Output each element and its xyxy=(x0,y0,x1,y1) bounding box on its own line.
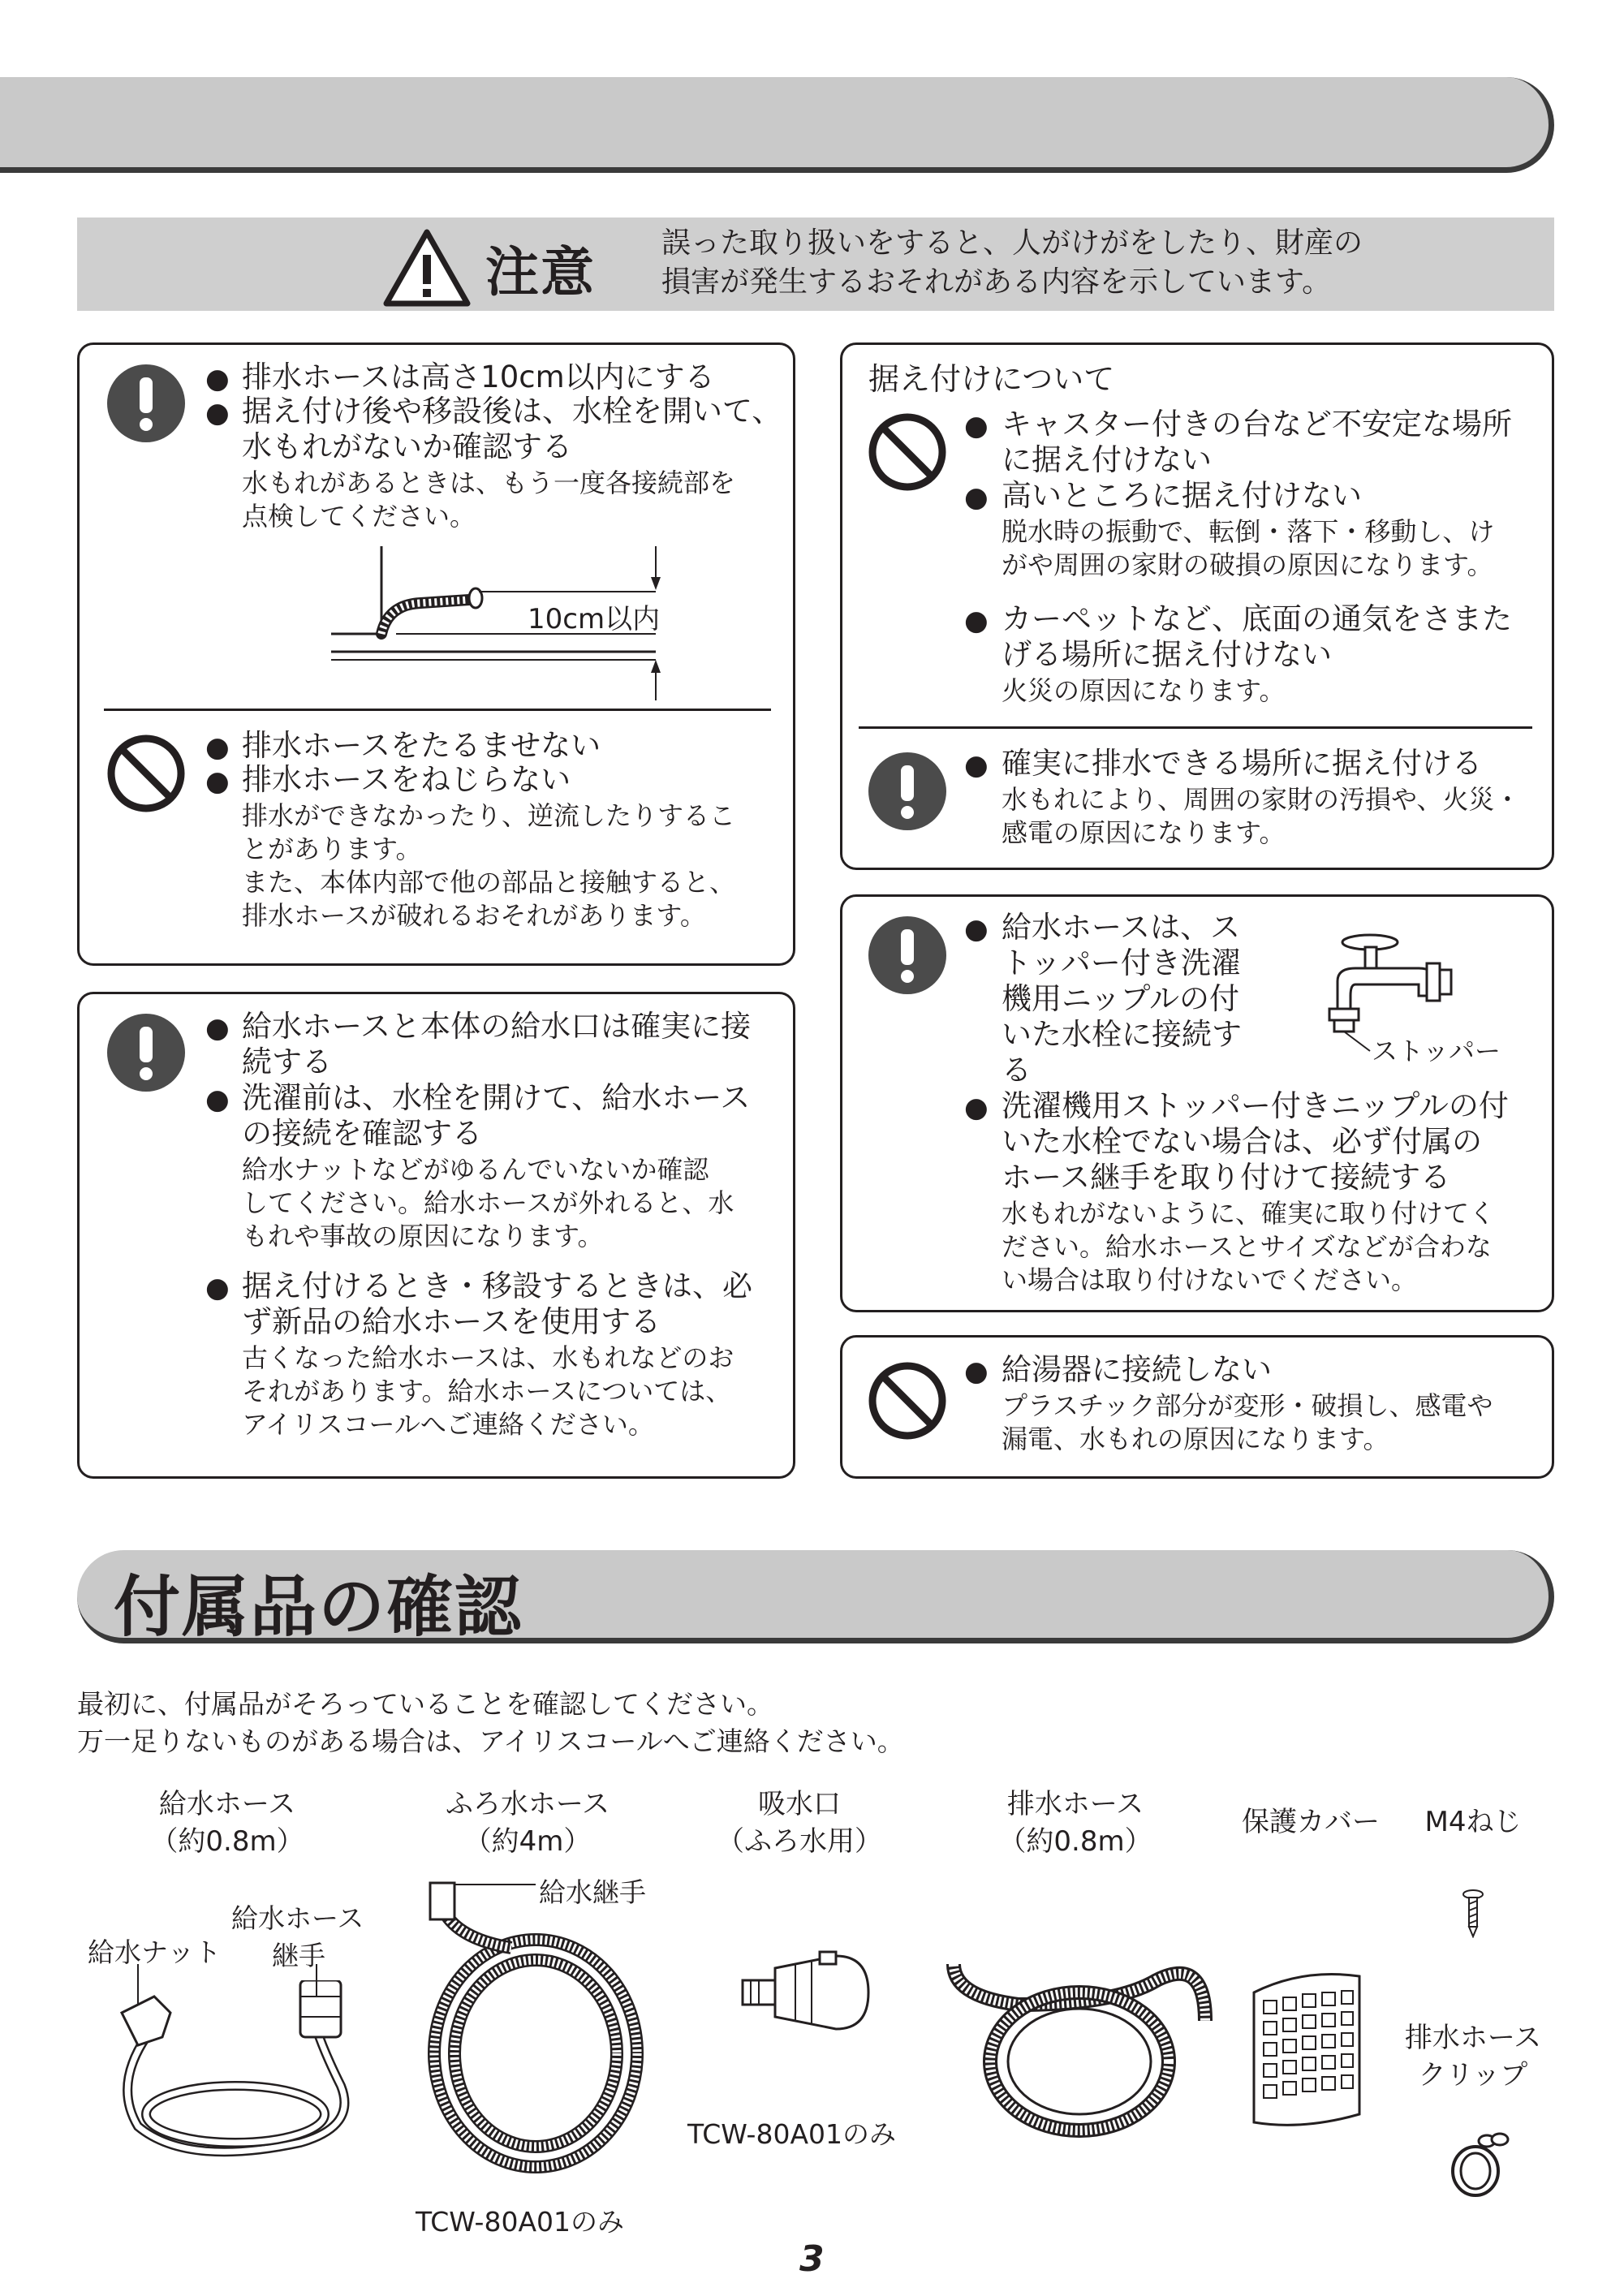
sub-text: 水もれがあるときは、もう一度各接続部を xyxy=(242,467,736,498)
caution-description: 誤った取り扱いをすると、人がけがをしたり、財産の 損害が発生するおそれがある内容を示しています。 xyxy=(661,226,1363,299)
bullet-connect-firmly-2: 続する xyxy=(242,1045,332,1079)
sub-text: 感電の原因になります。 xyxy=(1002,817,1286,848)
item-intake-label: 吸水口 （ふろ水用） xyxy=(717,1788,882,1858)
bullet-stopper-3: 機用ニップルの付 xyxy=(1002,981,1240,1016)
sub-text: 古くなった給水ホースは、水もれなどのお xyxy=(242,1342,734,1373)
stopper-label: ストッパー xyxy=(1372,1036,1501,1066)
intro-line-2: 万一足りないものがある場合は、アイリスコールへご連絡ください。 xyxy=(77,1725,904,1757)
screw-icon xyxy=(1461,1889,1485,1938)
bullet-unstable-1: キャスター付きの台など不安定な場所 xyxy=(1002,407,1512,442)
prohibition-icon xyxy=(106,733,187,814)
sub-text: ださい。給水ホースとサイズなどが合わな xyxy=(1002,1231,1492,1262)
caution-box-faucet: ● 給水ホースは、ス トッパー付き洗濯 機用ニップルの付 いた水栓に接続す る ストッパー ● 洗濯機用ストッパー付きニップルの付 いた水栓でない場合は、必ず付属の ホース継手を取り付けて接続する 水もれがないように、確実に取り付けてく ださい。給水ホースとサイズなどが合わな い場合は取り付けないでください。 xyxy=(840,894,1554,1312)
bullet-hose-height: 排水ホースは高さ10cm以内にする xyxy=(242,360,715,394)
page-number: 3 xyxy=(799,2238,825,2280)
item-supply-hose-label: 給水ホース （約0.8m） xyxy=(150,1788,304,1858)
caution-title: 注意 xyxy=(485,241,596,304)
drain-hose-illustration xyxy=(937,1948,1230,2143)
bullet-no-twist: 排水ホースをねじらない xyxy=(242,762,571,797)
bullet-no-slack: 排水ホースをたるませない xyxy=(242,728,601,763)
caution-box-drain-hose: ● 排水ホースは高さ10cm以内にする ● 据え付け後や移設後は、水栓を開いて、 水もれがないか確認する 水もれがあるときは、もう一度各接続部を 点検してください。 10cm以内 ● 排水ホースをたるませない ● 排水ホースをねじらない 排水ができなかったり、逆流したりするこ とがあります。 また、本体内部で他の部品と接触すると、 排水ホースが破れるおそれがあります。 xyxy=(77,342,795,966)
sub-text: もれや事故の原因になります。 xyxy=(242,1221,604,1251)
leader-lines xyxy=(122,1964,333,2013)
sub-text: 給水ナットなどがゆるんでいないか確認 xyxy=(242,1154,709,1185)
caution-box-water-heater: ● 給湯器に接続しない プラスチック部分が変形・破損し、感電や 漏電、水もれの原因になります。 xyxy=(840,1335,1554,1479)
sub-text: い場合は取り付けないでください。 xyxy=(1002,1264,1418,1295)
sub-text: 火災の原因になります。 xyxy=(1002,675,1286,706)
bullet-joint-2: いた水栓でない場合は、必ず付属の xyxy=(1002,1124,1482,1159)
bullet-connect-firmly-1: 給水ホースと本体の給水口は確実に接 xyxy=(242,1009,752,1044)
mandatory-exclamation-icon xyxy=(867,751,948,832)
model-note-bath-hose: TCW-80A01のみ xyxy=(416,2206,625,2238)
hose-clip-icon xyxy=(1446,2126,1511,2199)
bullet-unstable-2: に据え付けない xyxy=(1002,442,1212,477)
prohibition-icon xyxy=(867,1360,948,1441)
bullet-check-leak-2: 水もれがないか確認する xyxy=(242,429,572,464)
item-clip-label: 排水ホース クリップ xyxy=(1404,2022,1542,2091)
bullet-carpet-2: げる場所に据え付けない xyxy=(1002,637,1332,672)
item-bath-hose-label: ふろ水ホース （約4m） xyxy=(445,1788,610,1858)
warning-triangle-icon xyxy=(381,227,472,308)
sub-text: プラスチック部分が変形・破損し、感電や xyxy=(1002,1390,1493,1421)
hose-height-diagram xyxy=(331,546,721,700)
sub-text: 排水ができなかったり、逆流したりするこ xyxy=(242,800,736,831)
prohibition-icon xyxy=(867,411,948,493)
item-cover-label: 保護カバー xyxy=(1242,1806,1380,1838)
bullet-no-heater: 給湯器に接続しない xyxy=(1002,1352,1272,1387)
sub-text: また、本体内部で他の部品と接触すると、 xyxy=(242,867,736,898)
bullet-check-connection-2: の接続を確認する xyxy=(242,1116,482,1151)
label-supply-joint: 給水継手 xyxy=(539,1876,646,1908)
caution-box-supply-hose: ● 給水ホースと本体の給水口は確実に接 続する ● 洗濯前は、水栓を開けて、給水ホース の接続を確認する 給水ナットなどがゆるんでいないか確認 してください。給水ホースが外れると、水 もれや事故の原因になります。 ● 据え付けるとき・移設するときは、必 ず新品の給水ホースを使用する 古くなった給水ホースは、水もれなどのお それがあります。給水ホースについては、 アイリスコールへご連絡ください。 xyxy=(77,992,795,1479)
mandatory-exclamation-icon xyxy=(106,1012,187,1093)
sub-text: 漏電、水もれの原因になります。 xyxy=(1002,1424,1389,1454)
sub-text: 排水ホースが破れるおそれがあります。 xyxy=(242,900,706,931)
bullet-new-hose-1: 据え付けるとき・移設するときは、必 xyxy=(242,1269,752,1303)
bullet-stopper-2: トッパー付き洗濯 xyxy=(1002,946,1241,980)
sub-text: それがあります。給水ホースについては、 xyxy=(242,1376,732,1406)
bullet-check-leak-1: 据え付け後や移設後は、水栓を開いて、 xyxy=(242,394,782,429)
sub-text: 点検してください。 xyxy=(242,501,476,532)
bullet-drain-place: 確実に排水できる場所に据え付ける xyxy=(1002,746,1482,781)
bullet-high-place: 高いところに据え付けない xyxy=(1002,478,1362,513)
sub-text: がや周囲の家財の破損の原因になります。 xyxy=(1002,549,1493,580)
bullet-stopper-5: る xyxy=(1002,1053,1032,1088)
installation-heading: 据え付けについて xyxy=(868,361,1115,397)
bullet-check-connection-1: 洗濯前は、水栓を開けて、給水ホース xyxy=(242,1080,751,1115)
item-drain-hose-label: 排水ホース （約0.8m） xyxy=(998,1788,1152,1858)
protective-cover-illustration xyxy=(1246,1968,1368,2130)
intro-line-1: 最初に、付属品がそろっていることを確認してください。 xyxy=(77,1688,773,1720)
label-hose-joint-1: 給水ホース xyxy=(231,1902,364,1934)
bullet-stopper-4: いた水栓に接続す xyxy=(1002,1017,1242,1052)
model-note-intake: TCW-80A01のみ xyxy=(687,2118,897,2150)
mandatory-exclamation-icon xyxy=(867,915,948,996)
bullet-stopper-1: 給水ホースは、ス xyxy=(1002,910,1241,945)
caution-box-installation: 据え付けについて ● キャスター付きの台など不安定な場所 に据え付けない ● 高いところに据え付けない 脱水時の振動で、転倒・落下・移動し、け がや周囲の家財の破損の原因になります。 ● カーペットなど、底面の通気をさまた げる場所に据え付けない 火災の原因になります。 ● 確実に排水できる場所に据え付ける 水もれにより、周囲の家財の汚損や、火災・ 感電の原因になります。 xyxy=(840,342,1554,870)
sub-text: 水もれにより、周囲の家財の汚損や、火災・ xyxy=(1002,784,1521,815)
sub-text: してください。給水ホースが外れると、水 xyxy=(242,1187,734,1218)
label-supply-nut: 給水ナット xyxy=(88,1936,222,1968)
sub-text: 脱水時の振動で、転倒・落下・移動し、け xyxy=(1002,516,1495,547)
item-screw-label: M4ねじ xyxy=(1424,1806,1522,1838)
accessories-title: 付属品の確認 xyxy=(114,1569,523,1646)
bullet-joint-3: ホース継手を取り付けて接続する xyxy=(1002,1160,1451,1195)
label-hose-joint-2: 継手 xyxy=(272,1940,325,1971)
sub-text: とがあります。 xyxy=(242,834,422,864)
intake-illustration xyxy=(739,1948,877,2037)
bullet-joint-1: 洗濯機用ストッパー付きニップルの付 xyxy=(1002,1088,1509,1123)
bullet-new-hose-2: ず新品の給水ホースを使用する xyxy=(242,1304,661,1339)
top-header-band xyxy=(0,77,1554,173)
sub-text: アイリスコールへご連絡ください。 xyxy=(242,1409,654,1440)
bath-hose-illustration xyxy=(414,1867,657,2175)
bullet-carpet-1: カーペットなど、底面の通気をさまた xyxy=(1002,601,1512,636)
sub-text: 水もれがないように、確実に取り付けてく xyxy=(1002,1198,1496,1229)
mandatory-exclamation-icon xyxy=(106,363,187,444)
diagram-height-label: 10cm以内 xyxy=(528,603,661,635)
